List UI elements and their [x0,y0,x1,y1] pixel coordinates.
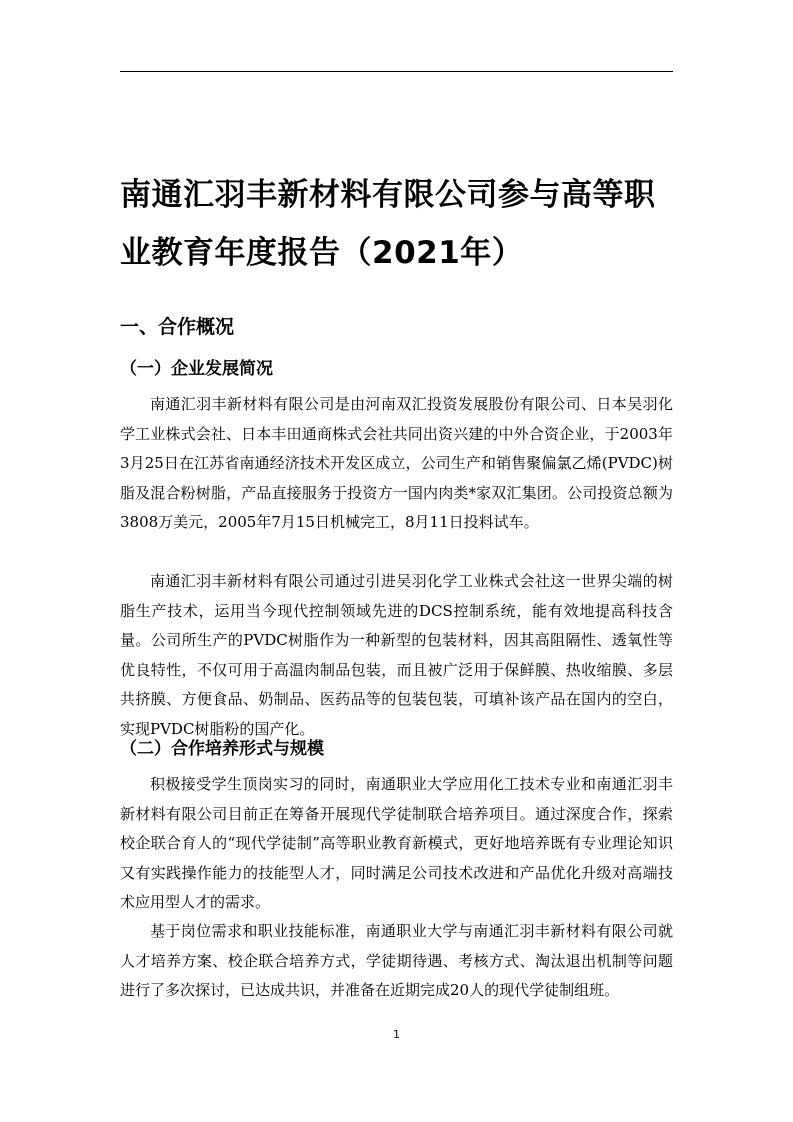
subsection-heading-company-development: （一）企业发展简况 [120,359,273,379]
paragraph-consensus: 基于岗位需求和职业技能标准，南通职业大学与南通汇羽丰新材料有限公司就人才培养方案、校企联合培养方式，学徒期待遇、考核方式、淘汰退出机制等问题进行了多次探讨，已达成共识，并准备在近期完成20人的现代学徒制组班。 [120,922,673,999]
document-title: 南通汇羽丰新材料有限公司参与高等职业教育年度报告（2021年） [120,177,656,271]
page-number: 1 [393,1028,400,1041]
section-heading-overview: 一、合作概况 [120,316,235,338]
header-rule [120,71,673,72]
paragraph-apprenticeship: 积极接受学生顶岗实习的同时，南通职业大学应用化工技术专业和南通汇羽丰新材料有限公司目前正在筹备开展现代学徒制联合培养项目。通过深度合作，探索校企联合育人的“现代学徒制”高等职业教育新模式，更好地培养既有专业理论知识又有实践操作能力的技能型人才，同时满足公司技术改进和产品优化升级对高端技术应用型人才的需求。 [120,775,673,911]
subsection-heading-cooperation-form: （二）合作培养形式与规模 [120,739,324,759]
paragraph-company-technology: 南通汇羽丰新材料有限公司通过引进吴羽化学工业株式会社这一世界尖端的树脂生产技术，运用当今现代控制领域先进的DCS控制系统，能有效地提高科技含量。公司所生产的PVDC树脂作为一种新型的包装材料，因其高阻隔性、透氧性等优良特性，不仅可用于高温肉制品包装，而且被广泛用于保鲜膜、热收缩膜、多层共挤膜、方便食品、奶制品、医药品等的包装包装，可填补该产品在国内的空白，实现PVDC树脂粉的国产化。 [120,572,673,738]
paragraph-company-intro: 南通汇羽丰新材料有限公司是由河南双汇投资发展股份有限公司、日本吴羽化学工业株式会社、日本丰田通商株式会社共同出资兴建的中外合资企业，于2003年3月25日在江苏省南通经济技术开发区成立，公司生产和销售聚偏氯乙烯(PVDC)树脂及混合粉树脂，产品直接服务于投资方一国内肉类*家双汇集团。公司投资总额为3808万美元，2005年7月15日机械完工，8月11日投料试车。 [120,395,673,531]
